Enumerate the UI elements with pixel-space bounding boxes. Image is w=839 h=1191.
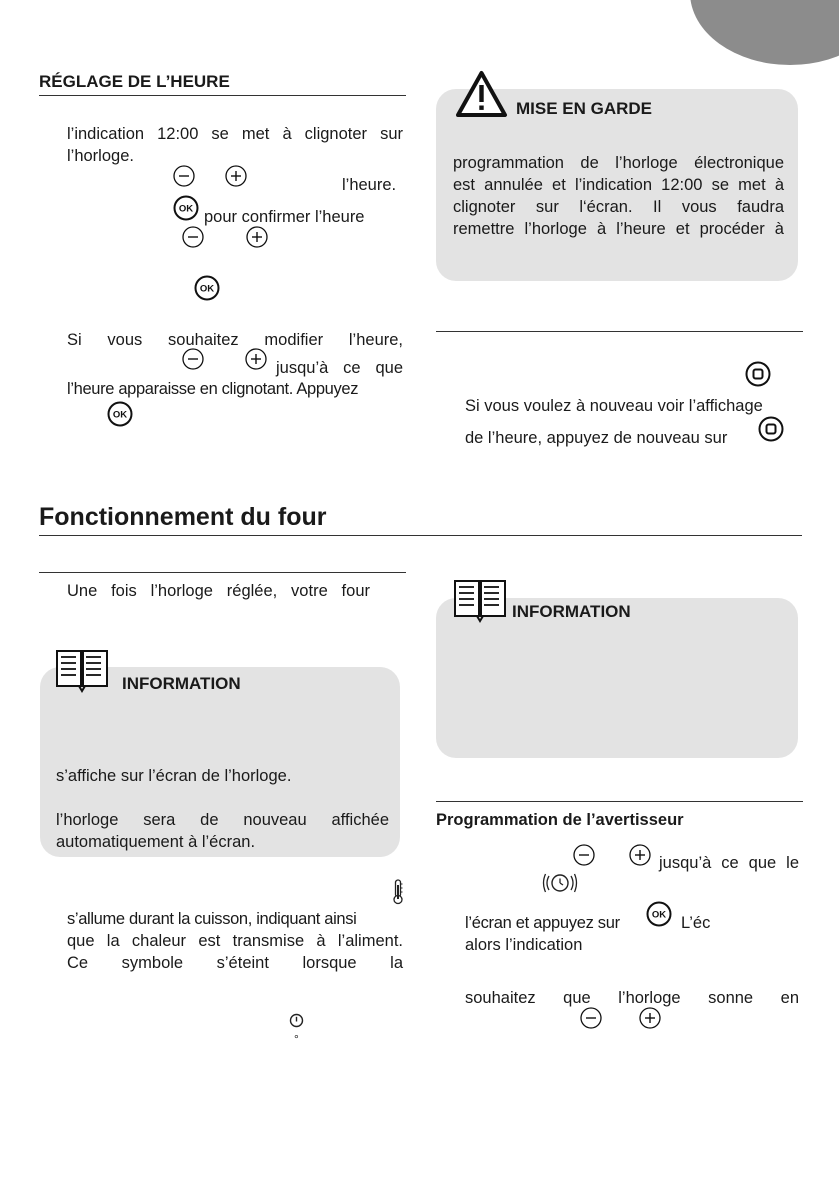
svg-text:OK: OK bbox=[199, 283, 215, 295]
degree-symbol: ° bbox=[294, 1032, 299, 1046]
page-section-title: Fonctionnement du four bbox=[39, 503, 327, 531]
text-line: L’éc bbox=[681, 914, 711, 932]
text-line: jusqu’à ce que bbox=[276, 359, 403, 377]
text-line: s’allume durant la cuisson, indiquant ainsi bbox=[67, 910, 357, 928]
text-line: pour confirmer l’heure bbox=[204, 208, 365, 226]
warning-title: MISE EN GARDE bbox=[516, 99, 653, 118]
ok-button-icon bbox=[107, 401, 133, 427]
ok-button-icon bbox=[646, 901, 672, 927]
warning-line: programmation de l’horloge électronique bbox=[453, 154, 784, 172]
text-line: Ce symbole s’éteint lorsque la bbox=[67, 954, 403, 972]
section-rule bbox=[436, 801, 803, 802]
text-line: l’indication 12:00 se met à clignoter sur bbox=[67, 125, 403, 143]
text-line: l’horloge. bbox=[67, 147, 134, 165]
text-line: que la chaleur est transmise à l’aliment. bbox=[67, 932, 403, 950]
thermometer-icon bbox=[392, 879, 404, 905]
ok-button-icon bbox=[194, 275, 220, 301]
warning-line: est annulée et l’indication 12:00 se met à bbox=[453, 176, 784, 194]
page-corner-tab bbox=[690, 0, 839, 65]
text-line: jusqu’à ce que le bbox=[659, 854, 799, 872]
plus-button-icon bbox=[246, 226, 268, 248]
svg-text:OK: OK bbox=[651, 909, 667, 921]
section-rule bbox=[436, 331, 803, 332]
section-heading-time-setting: RÉGLAGE DE L’HEURE bbox=[39, 72, 230, 91]
text-line: alors l’indication bbox=[465, 936, 583, 954]
text-line: l’écran et appuyez sur bbox=[465, 914, 620, 932]
plus-button-icon bbox=[225, 165, 247, 187]
subheading-alarm-programming: Programmation de l’avertisseur bbox=[436, 811, 684, 829]
information-title: INFORMATION bbox=[122, 674, 241, 693]
svg-text:OK: OK bbox=[178, 203, 194, 215]
text-line: Si vous voulez à nouveau voir l’affichage bbox=[465, 397, 763, 415]
warning-line: remettre l’horloge à l’heure et procéder à bbox=[453, 220, 784, 238]
text-line: Une fois l’horloge réglée, votre four bbox=[67, 582, 370, 600]
power-icon bbox=[289, 1013, 304, 1028]
information-line: automatiquement à l’écran. bbox=[56, 833, 256, 851]
minus-button-icon bbox=[580, 1007, 602, 1029]
minus-button-icon bbox=[182, 348, 204, 370]
section-title-rule bbox=[39, 535, 802, 536]
heading-rule bbox=[39, 95, 406, 96]
information-line: l’horloge sera de nouveau affichée bbox=[56, 811, 389, 829]
information-line: s’affiche sur l’écran de l’horloge. bbox=[56, 767, 292, 785]
clock-key-icon bbox=[745, 361, 771, 387]
information-title: INFORMATION bbox=[512, 602, 631, 621]
plus-button-icon bbox=[245, 348, 267, 370]
information-book-icon bbox=[452, 579, 508, 623]
section-rule bbox=[39, 572, 406, 573]
text-line: l’heure apparaisse en clignotant. Appuyez bbox=[67, 380, 359, 398]
minus-button-icon bbox=[173, 165, 195, 187]
information-book-icon bbox=[54, 649, 110, 693]
text-line: Si vous souhaitez modifier l’heure, bbox=[67, 331, 403, 349]
plus-button-icon bbox=[629, 844, 651, 866]
ok-button-icon bbox=[173, 195, 199, 221]
minus-button-icon bbox=[182, 226, 204, 248]
text-line: l’heure. bbox=[342, 176, 397, 194]
text-line: de l’heure, appuyez de nouveau sur bbox=[465, 429, 728, 447]
alarm-bell-icon bbox=[542, 870, 578, 896]
warning-line: clignoter sur l‘écran. Il vous faudra bbox=[453, 198, 784, 216]
text-line: souhaitez que l’horloge sonne en bbox=[465, 989, 799, 1007]
clock-key-icon bbox=[758, 416, 784, 442]
svg-text:OK: OK bbox=[112, 409, 128, 421]
warning-triangle-icon bbox=[455, 70, 508, 118]
minus-button-icon bbox=[573, 844, 595, 866]
plus-button-icon bbox=[639, 1007, 661, 1029]
